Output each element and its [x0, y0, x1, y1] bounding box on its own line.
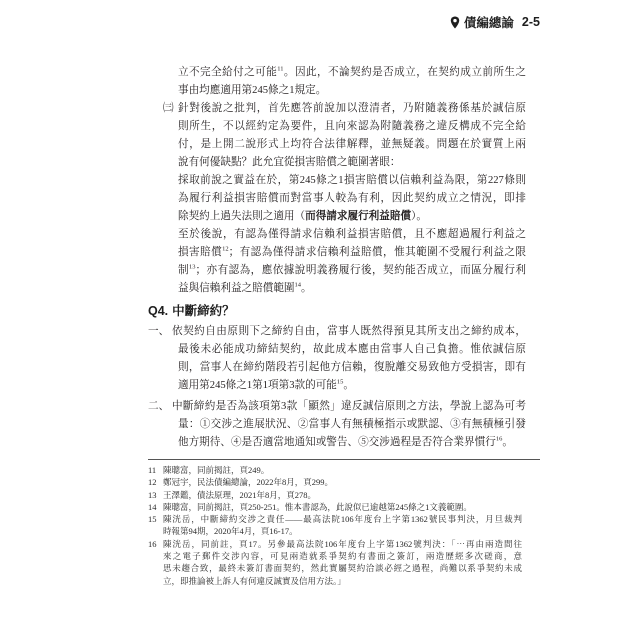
text-line: 針對後說之批判，首先應答前說加以澄清者，乃附隨義務係基於誠信原 — [178, 103, 526, 114]
footnote-text: 陳聰富，同前揭註，頁249。 — [163, 465, 270, 475]
point-marker: 二、 — [148, 401, 170, 412]
item-3-paragraph — [148, 100, 526, 172]
footnote-number: 14 — [148, 501, 157, 512]
footnote-text: 思未趨合致，最終未簽訂書面契約，然此實屬契約洽談必經之過程，尚難以系爭契約未成 — [163, 563, 522, 574]
footnote-divider — [148, 459, 540, 460]
point-2-paragraph — [148, 398, 526, 452]
footnote-ref: 14 — [294, 281, 302, 289]
text-line: 適用第245條之1第1項第3款的可能$^{15}$。 — [178, 378, 354, 391]
point-1-paragraph — [148, 323, 526, 395]
text-line: 說有何優缺點？此允宜從損害賠償之範圍著眼： — [178, 157, 401, 168]
text-line: 事由均應適用第245條之1規定。 — [178, 85, 327, 96]
text-line: 制$^{13}$；亦有認為，應依據說明義務履行後，契約能否成立，而區分履行利 — [178, 263, 526, 276]
footnote-text: 王澤鑑，債法原理，2021年8月，頁278。 — [163, 489, 317, 500]
footnote-number: 13 — [148, 489, 157, 500]
text-line: 依契約自由原則下之締約自由，當事人既然得預見其所支出之締約成本， — [172, 326, 526, 337]
text-line: 至於後說，有認為僅得請求信賴利益損害賠償，且不應超過履行利益之 — [178, 229, 526, 240]
text-line: 量：①交涉之進展狀況、②當事人有無積極指示或默認、③有無積極引發 — [178, 419, 526, 430]
question-title: 中斷締約？ — [172, 304, 235, 318]
text-line: 中斷締約是否為該項第3款「顯然」違反誠信原則之方法，學說上認為可考 — [172, 401, 526, 412]
footnotes — [148, 464, 522, 587]
footnote-text: 來之電子郵件交涉內容，可見兩造就系爭契約有書面之簽訂，兩造歷經多次磋商，意 — [163, 551, 522, 562]
question-heading — [148, 301, 526, 322]
footnote-ref: 11 — [277, 65, 284, 73]
location-pin-icon — [450, 16, 460, 29]
running-header — [446, 13, 540, 31]
text-line: 則所生，不以經約定為要件，且向來認為附隨義務之違反構成不完全給 — [178, 121, 526, 132]
footnote — [148, 513, 522, 538]
footnote-text: 鄭冠宇，民法債編總論，2022年8月，頁299。 — [163, 477, 334, 488]
footnote-number: 16 — [148, 538, 157, 549]
latter-view-paragraph — [148, 226, 526, 298]
footnote-ref: 15 — [336, 378, 344, 386]
former-view-paragraph — [148, 172, 526, 226]
page-number: 2-5 — [521, 15, 540, 29]
footnote-ref: 16 — [495, 435, 503, 443]
footnote-text: 立，即推論被上訴人有何違反誠實及信用方法。」 — [163, 575, 346, 586]
item-marker: ㈢ — [163, 103, 174, 114]
footnote-number: 11 — [148, 465, 157, 475]
text-line: 採取前說之實益在於，第245條之1損害賠償以信賴利益為限，第227條則 — [178, 175, 526, 186]
footnote — [148, 489, 522, 501]
question-label: Q4. — [148, 304, 169, 318]
text-line: 立不完全給付之可能$^{11}$。因此，不論契約是否成立，在契約成立前所生之 — [178, 65, 527, 78]
footnote-ref: 13 — [189, 263, 196, 271]
footnote-text: 時報第94期，2020年4月，頁16-17。 — [163, 526, 298, 537]
text-line: 則，當事人在締約階段若引起他方信賴，復脫離交易致他方受損害，即有 — [178, 362, 526, 373]
text-line: 付，是上開二說形式上均符合法律解釋，並無疑義。問題在於實質上兩 — [178, 139, 526, 150]
text-line: 他方期待、④是否適當地通知或警告、⑤交涉過程是否符合業界慣行$^{16}$。 — [178, 435, 513, 448]
emphasis-text: 而得請求履行利益賠償 — [305, 211, 412, 222]
main-text — [148, 64, 526, 452]
footnote-ref: 12 — [222, 245, 229, 253]
footnote — [148, 538, 522, 587]
point-marker: 一、 — [148, 326, 170, 337]
footnote-number: 12 — [148, 477, 157, 488]
text-line: 最後未必能成功締結契約，故此成本應由當事人自己負擔。惟依誠信原 — [178, 344, 526, 355]
text-line: 損害賠償$^{12}$；有認為僅得請求信賴利益賠償，惟其範圍不受履行利益之限 — [178, 245, 527, 258]
footnote-text: 陳聰富，同前揭註，頁250-251。惟本書認為，此說似已逾越第245條之1文義範圍。 — [163, 501, 472, 512]
text-line: 除契約上過失法則之適用（而得請求履行利益賠償）。 — [178, 211, 427, 222]
continuation-paragraph — [148, 64, 526, 100]
footnote-text: 陳洸岳，同前註，頁17。另參最高法院106年度台上字第1362號判決：「⋯再由兩造間往 — [163, 538, 522, 549]
text-line: 為履行利益損害賠償而對當事人較為有利，因此契約成立之情況，即排 — [178, 193, 526, 204]
footnote — [148, 501, 522, 513]
footnote-text: 陳洸岳，中斷締約交涉之責任——最高法院106年度台上字第1362號民事判決，月旦裁判 — [163, 514, 522, 525]
chapter-title: 債編總論 — [463, 16, 514, 30]
text-line: 益與信賴利益之賠償範圍$^{14}$。 — [178, 281, 312, 294]
footnote — [148, 464, 522, 476]
footnote-number: 15 — [148, 514, 157, 525]
footnote — [148, 476, 522, 488]
